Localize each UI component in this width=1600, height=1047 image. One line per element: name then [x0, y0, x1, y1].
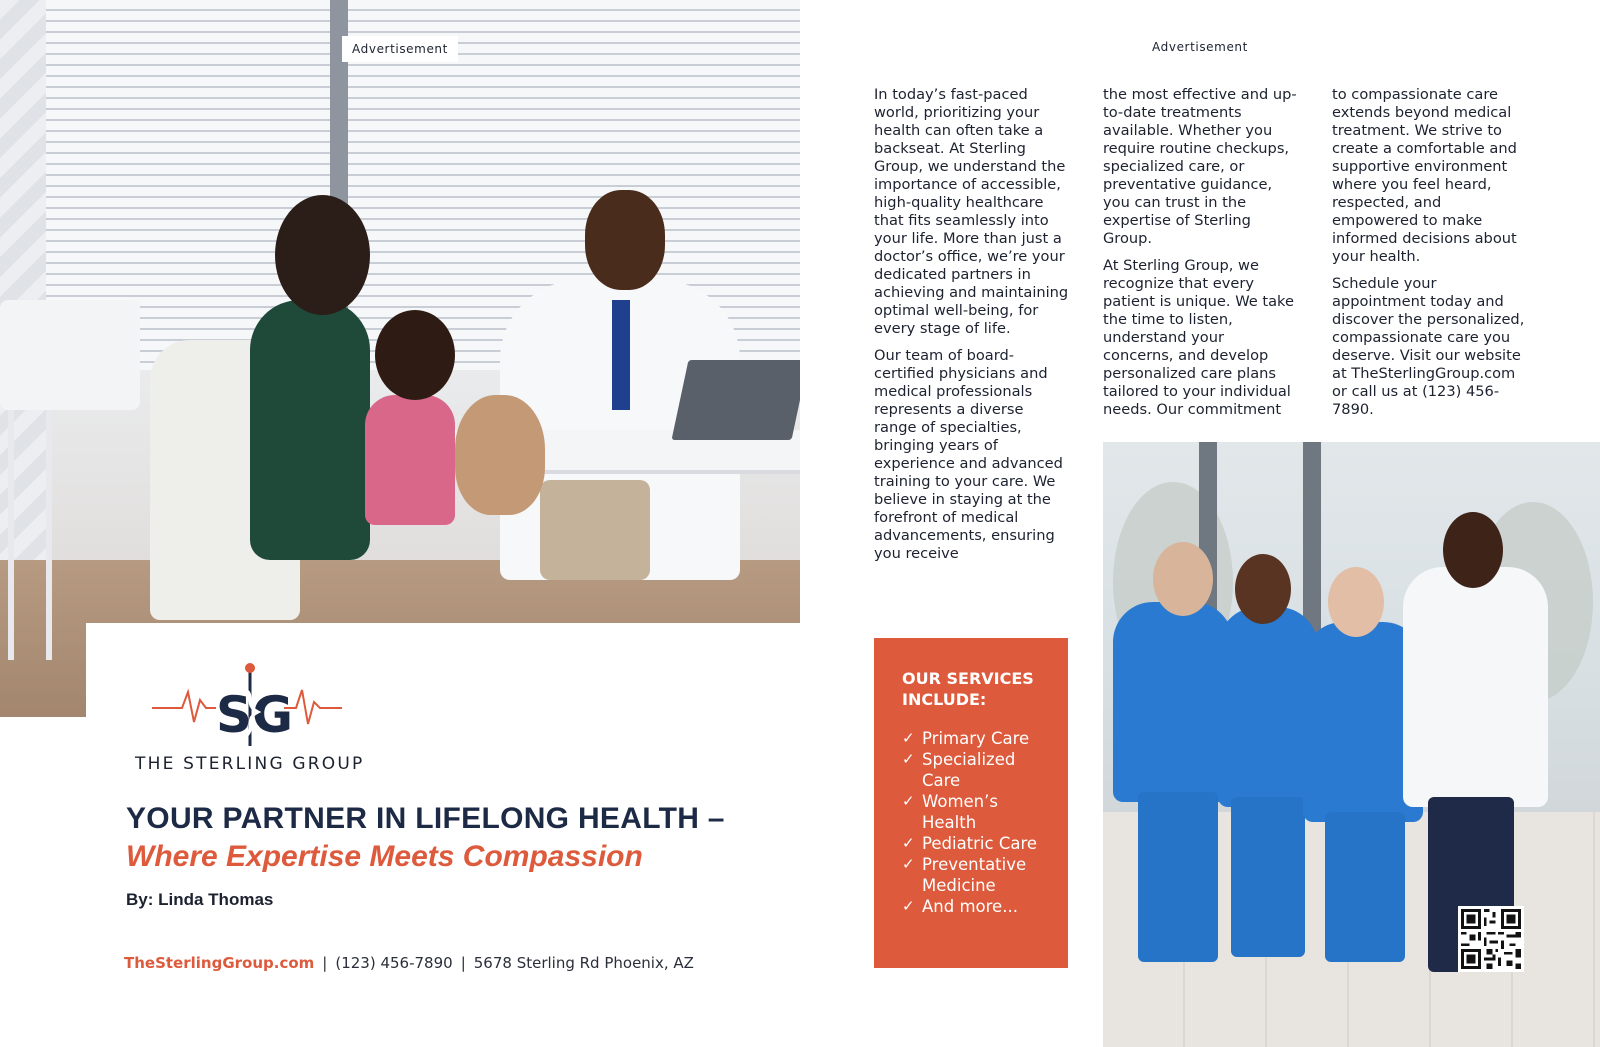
checkmark-icon: ✓: [902, 897, 915, 915]
doctor-legs: [540, 480, 650, 580]
paragraph: Schedule your appointment today and discover the personalized, compassionate care you deserve. Visit our website at TheSterlingGroup.com or call us at (123) 456-7890.: [1332, 275, 1525, 418]
contact-separator: |: [460, 954, 466, 972]
paragraph: In today’s fast-paced world, prioritizing your health can often take a backseat. At Sterling Group, we understand the importance of accessible, high-quality healthcare that fits seamlessly into your life. More than just a doctor’s office, we’re your dedicated partners in achieving and maintaining optimal well-being, for every stage of life.: [874, 86, 1069, 337]
paragraph: to compassionate care extends beyond medical treatment. We strive to create a comfortable and supportive environment where you feel heard, respected, and empowered to make informed decisions about your health.: [1332, 86, 1517, 265]
checkmark-icon: ✓: [902, 855, 915, 873]
doctor-tie: [612, 300, 630, 410]
checkmark-icon: ✓: [902, 729, 915, 747]
service-item: [902, 854, 1050, 896]
laptop: [671, 360, 800, 440]
person-head: [1235, 554, 1291, 624]
scrub-pants: [1138, 792, 1218, 962]
service-item: [902, 728, 1050, 749]
body-column-3: [1332, 86, 1528, 428]
scrub-pants: [1325, 812, 1405, 962]
address: 5678 Sterling Rd Phoenix, AZ: [473, 954, 694, 972]
person-head: [1443, 512, 1503, 588]
person-head: [1153, 542, 1213, 616]
service-item: [902, 896, 1050, 917]
scrub-pants: [1231, 797, 1305, 957]
service-label: Women’s Health: [922, 792, 998, 832]
advertisement-label: Advertisement: [1152, 40, 1248, 54]
exam-bed-frame: [8, 410, 52, 660]
advertisement-label: Advertisement: [342, 36, 458, 62]
services-list: [902, 728, 1050, 917]
service-label: Preventative Medicine: [922, 855, 1027, 895]
contact-line: [124, 954, 694, 972]
services-title: OUR SERVICES INCLUDE:: [902, 669, 1034, 709]
logo-monogram: SG: [216, 686, 294, 744]
service-label: And more...: [922, 897, 1018, 916]
service-label: Specialized Care: [922, 750, 1016, 790]
service-item: [902, 791, 1050, 833]
child-head: [375, 310, 455, 400]
page-margin: [0, 717, 86, 1047]
team-photo-medical-staff: [1103, 442, 1600, 1047]
service-item: [902, 833, 1050, 854]
child-figure: [365, 395, 455, 525]
nurse-figure: [1113, 602, 1233, 802]
body-column-1: [874, 86, 1070, 572]
qr-code-icon[interactable]: [1458, 906, 1524, 972]
byline: By: Linda Thomas: [126, 890, 274, 909]
checkmark-icon: ✓: [902, 834, 915, 852]
doctor-figure: [1403, 567, 1548, 807]
person-head: [1328, 567, 1384, 637]
paragraph: At Sterling Group, we recognize that every patient is unique. We take the time to listen, understand your concerns, and develop personalized care plans tailored to your individual needs. Our commitment: [1103, 257, 1294, 418]
services-box: [874, 638, 1068, 968]
service-item: [902, 749, 1050, 791]
phone-number: (123) 456-7890: [335, 954, 453, 972]
contact-separator: |: [322, 954, 328, 972]
checkmark-icon: ✓: [902, 750, 915, 768]
headline: YOUR PARTNER IN LIFELONG HEALTH –: [126, 802, 725, 835]
mother-head: [275, 195, 370, 315]
logo-wordmark: THE STERLING GROUP: [135, 754, 365, 774]
checkmark-icon: ✓: [902, 792, 915, 810]
paragraph: Our team of board-certified physicians and medical professionals represents a diverse range of specialties, bringing years of experience and advanced training to your care. We believe in staying at the forefront of medical advancements, ensuring you receive: [874, 347, 1063, 562]
service-label: Primary Care: [922, 729, 1030, 748]
body-column-2: [1103, 86, 1299, 428]
qr-code-graphic: [1461, 909, 1521, 969]
doctor-head: [585, 190, 665, 290]
service-label: Pediatric Care: [922, 834, 1038, 853]
exam-bed: [0, 300, 140, 410]
caduceus-heartbeat-logo-icon: [130, 660, 370, 760]
hero-photo-doctor-visit: [0, 0, 800, 717]
teddy-bear: [455, 395, 545, 515]
paragraph: the most effective and up-to-date treatments available. Whether you require routine checkups, specialized care, or preventative guidance, you can trust in the expertise of Sterling Group.: [1103, 86, 1297, 247]
mother-figure: [250, 300, 370, 560]
subheadline: Where Expertise Meets Compassion: [126, 840, 643, 873]
website-link[interactable]: TheSterlingGroup.com: [124, 954, 315, 972]
